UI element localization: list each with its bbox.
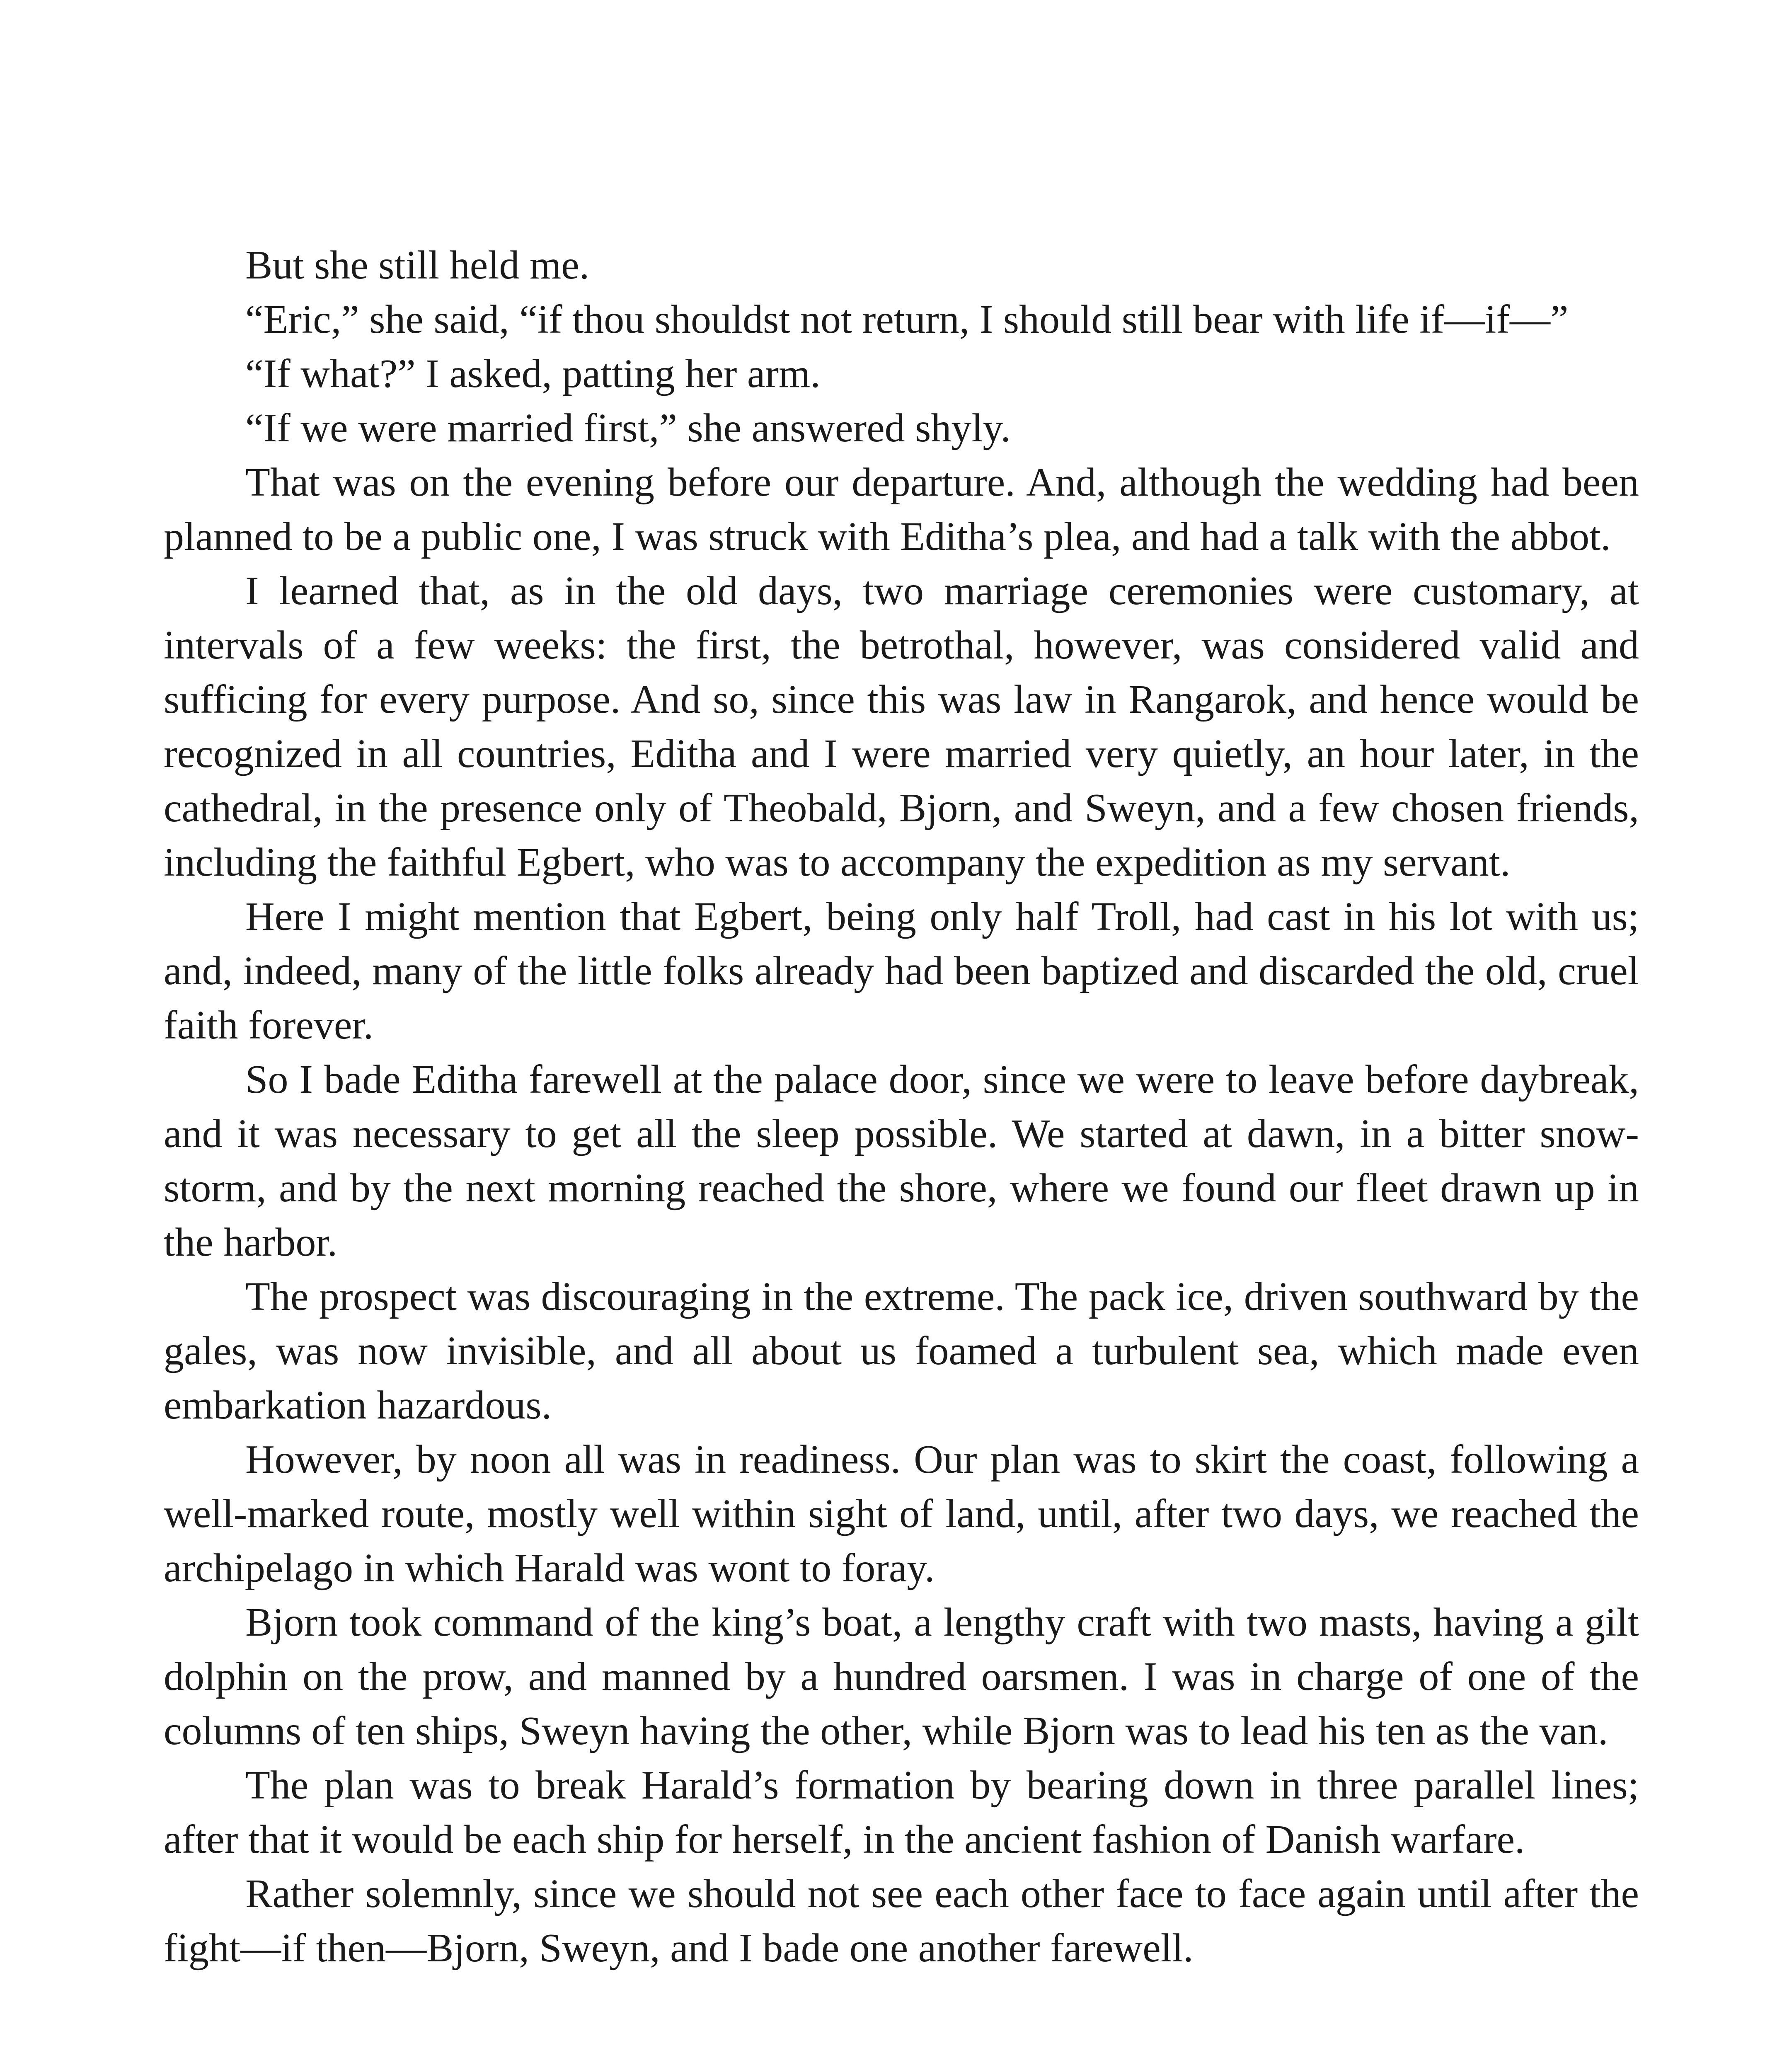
paragraph: The prospect was discouraging in the extreme. The pack ice, driven southward by the gales, was now invisible, and all about us foamed a turbulent sea, which made even embarkation hazardous. [164,1274,1639,1428]
paragraph: However, by noon all was in readiness. Our plan was to skirt the coast, following a well-marked route, mostly well within sight of land, until, after two days, we reached the archipelago in which Harald was wont to foray. [164,1437,1639,1590]
paragraph: “If what?” I asked, patting her arm. [245,351,821,396]
paragraph: Rather solemnly, since we should not see each other face to face again until after the fight—if then—Bjorn, Sweyn, and I bade one another farewell. [164,1871,1639,1970]
paragraph: “Eric,” she said, “if thou shouldst not return, I should still bear with life if—if—” [245,297,1569,342]
body-text [164,238,1639,1975]
paragraph: “If we were married first,” she answered shyly. [245,406,1011,450]
paragraph: But she still held me. [245,243,590,288]
paragraph: So I bade Editha farewell at the palace door, since we were to leave before daybreak, and it was necessary to get all the sleep possible. We started at dawn, in a bitter snow-storm, and by the next morning reached the shore, where we found our fleet drawn up in the harbor. [164,1057,1639,1265]
paragraph: Here I might mention that Egbert, being only half Troll, had cast in his lot with us; and, indeed, many of the little folks already had been baptized and discarded the old, cruel faith forever. [164,894,1639,1048]
paragraph: That was on the evening before our departure. And, although the wedding had been planned to be a public one, I was struck with Editha’s plea, and had a talk with the abbot. [164,460,1639,559]
paragraph: I learned that, as in the old days, two marriage ceremonies were customary, at intervals of a few weeks: the first, the betrothal, however, was considered valid and sufficing for every purpose. And so, since this was law in Rangarok, and hence would be recognized in all countries, Editha and I were married very quietly, an hour later, in the cathedral, in the presence only of Theobald, Bjorn, and Sweyn, and a few chosen friends, including the faithful Egbert, who was to accompany the expedition as my servant. [164,569,1639,885]
paragraph: Bjorn took command of the king’s boat, a lengthy craft with two masts, having a gilt dolphin on the prow, and manned by a hundred oarsmen. I was in charge of one of the columns of ten ships, Sweyn having the other, while Bjorn was to lead his ten as the van. [164,1600,1639,1753]
paragraph: The plan was to break Harald’s formation by bearing down in three parallel lines; after that it would be each ship for herself, in the ancient fashion of Danish warfare. [164,1763,1639,1862]
